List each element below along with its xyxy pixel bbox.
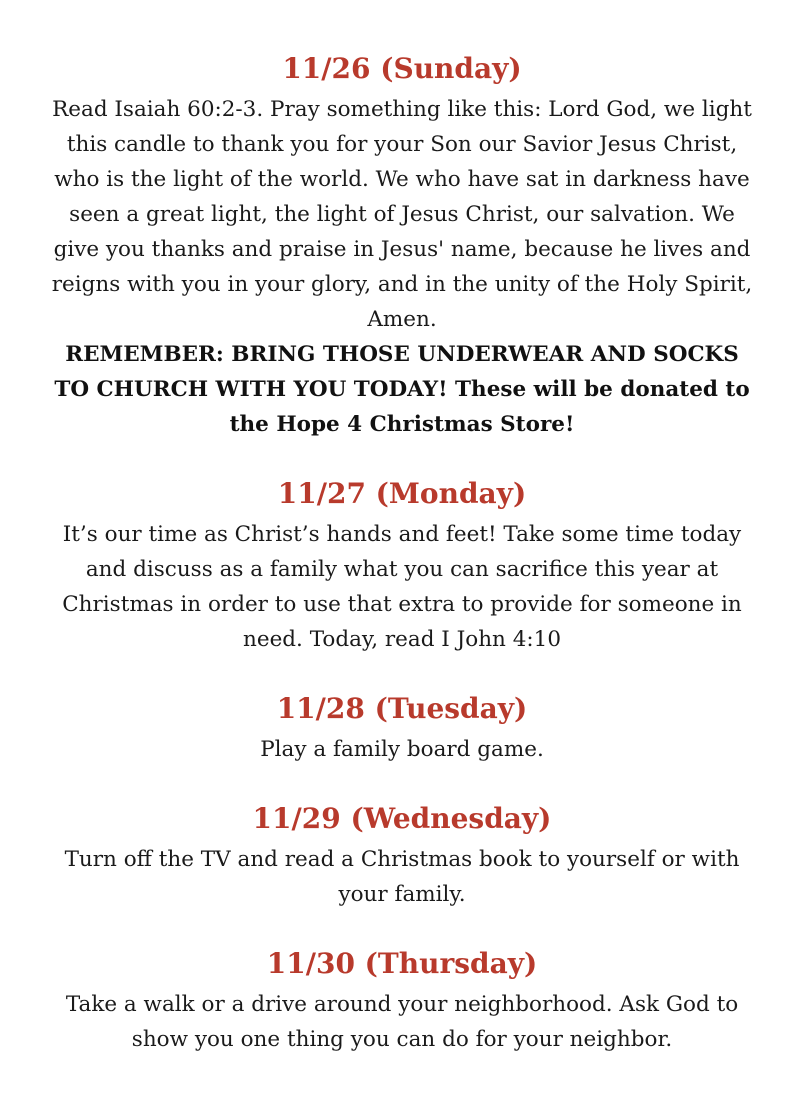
entry-sunday [46,50,758,442]
entry-date-heading: 11/28 (Tuesday) [276,692,528,725]
entry-text: Play a family board game. [260,737,544,762]
entry-date-heading: 11/26 (Sunday) [282,52,522,85]
entry-text: Take a walk or a drive around your neighborhood. Ask God to show you one thing you can do for your neighbor. [65,992,739,1052]
entry-date-heading: 11/27 (Monday) [277,477,527,510]
entry-date-heading: 11/29 (Wednesday) [252,802,552,835]
entry-date-heading: 11/30 (Thursday) [266,947,538,980]
entry-text: It’s our time as Christ’s hands and feet! Take some time today and discuss as a family what you can sacrifice this year at Christmas in order to use that extra to provide for someone in need. Today, read I John 4:10 [62,522,742,652]
entry-reminder-note: REMEMBER: BRING THOSE UNDERWEAR AND SOCKS TO CHURCH WITH YOU TODAY! These will be donated to the Hope 4 Christmas Store! [54,342,750,437]
entry-thursday [46,945,758,1057]
entry-wednesday [46,800,758,912]
entry-monday [46,475,758,657]
entry-text: Read Isaiah 60:2-3. Pray something like this: Lord God, we light this candle to thank you for your Son our Savior Jesus Christ, who is the light of the world. We who have sat in darkness have seen a great light, the light of Jesus Christ, our salvation. We give you thanks and praise in Jesus' name, because he lives and reigns with you in your glory, and in the unity of the Holy Spirit, Amen. [51,97,753,332]
entry-text: Turn off the TV and read a Christmas book to yourself or with your family. [64,847,740,907]
entry-tuesday [46,690,758,767]
